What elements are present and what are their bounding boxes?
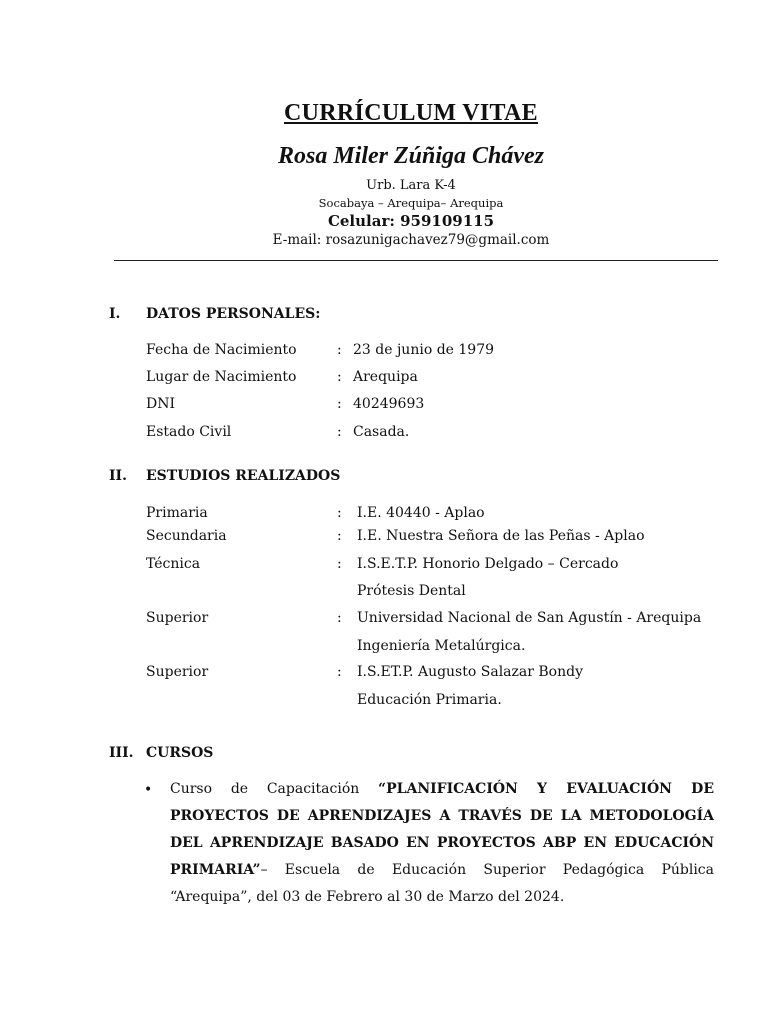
study-colon: : [337, 505, 342, 521]
section-number-cursos: III. [109, 745, 134, 761]
field-colon: : [337, 424, 342, 440]
study-value: I.E. Nuestra Señora de las Peñas - Aplao [357, 528, 645, 544]
phone-number: Celular: 959109115 [327, 212, 495, 230]
field-colon: : [337, 369, 342, 385]
person-name: Rosa Miler Zúñiga Chávez [277, 143, 545, 169]
address-line-2: Socabaya – Arequipa– Arequipa [318, 196, 504, 210]
study-label: Secundaria [146, 528, 227, 544]
field-value: Arequipa [353, 369, 418, 385]
field-label: DNI [146, 396, 176, 412]
section-title-cursos: CURSOS [146, 745, 214, 761]
field-value: 40249693 [353, 396, 425, 412]
field-value: Casada. [353, 424, 410, 440]
study-value: Universidad Nacional de San Agustín - Arequipa [357, 610, 702, 626]
field-label: Fecha de Nacimiento [146, 342, 297, 358]
bullet-icon: • [144, 782, 153, 798]
study-value-detail: Ingeniería Metalúrgica. [357, 638, 526, 654]
study-value: I.S.E.T.P. Honorio Delgado – Cercado [357, 556, 619, 572]
section-title-estudios: ESTUDIOS REALIZADOS [146, 468, 341, 484]
course-prefix: Curso de Capacitación [170, 781, 379, 797]
course-title: “PLANIFICACIÓN Y EVALUACIÓN DE PROYECTOS DE APRENDIZAJES A TRAVÉS DE LA METODOLOGÍA DEL APRENDIZAJE BASADO EN PROYECTOS ABP EN EDUCACIÓN PRIMARIA” [170, 781, 714, 878]
email-address: E-mail: rosazunigachavez79@gmail.com [272, 232, 550, 248]
course-item [170, 776, 714, 911]
study-label: Técnica [146, 556, 201, 572]
section-number-datos: I. [109, 306, 121, 322]
study-value-detail: Prótesis Dental [357, 583, 466, 599]
study-label: Superior [146, 610, 209, 626]
study-value: I.S.ET.P. Augusto Salazar Bondy [357, 664, 583, 680]
study-value-detail: Educación Primaria. [357, 692, 502, 708]
study-colon: : [337, 610, 342, 626]
header-divider [114, 260, 718, 261]
study-label: Superior [146, 664, 209, 680]
study-value: I.E. 40440 - Aplao [357, 505, 485, 521]
study-colon: : [337, 664, 342, 680]
study-colon: : [337, 528, 342, 544]
study-label: Primaria [146, 505, 208, 521]
field-label: Estado Civil [146, 424, 232, 440]
document-title: CURRÍCULUM VITAE [284, 100, 538, 126]
field-label: Lugar de Nacimiento [146, 369, 297, 385]
course-details: – Escuela de Educación Superior Pedagógica Pública “Arequipa”, del 03 de Febrero al 30 de Marzo del 2024. [170, 862, 714, 905]
section-title-datos: DATOS PERSONALES: [146, 306, 321, 322]
study-colon: : [337, 556, 342, 572]
field-colon: : [337, 342, 342, 358]
field-colon: : [337, 396, 342, 412]
section-number-estudios: II. [109, 468, 127, 484]
address-line-1: Urb. Lara K-4 [366, 178, 456, 193]
field-value: 23 de junio de 1979 [353, 342, 495, 358]
